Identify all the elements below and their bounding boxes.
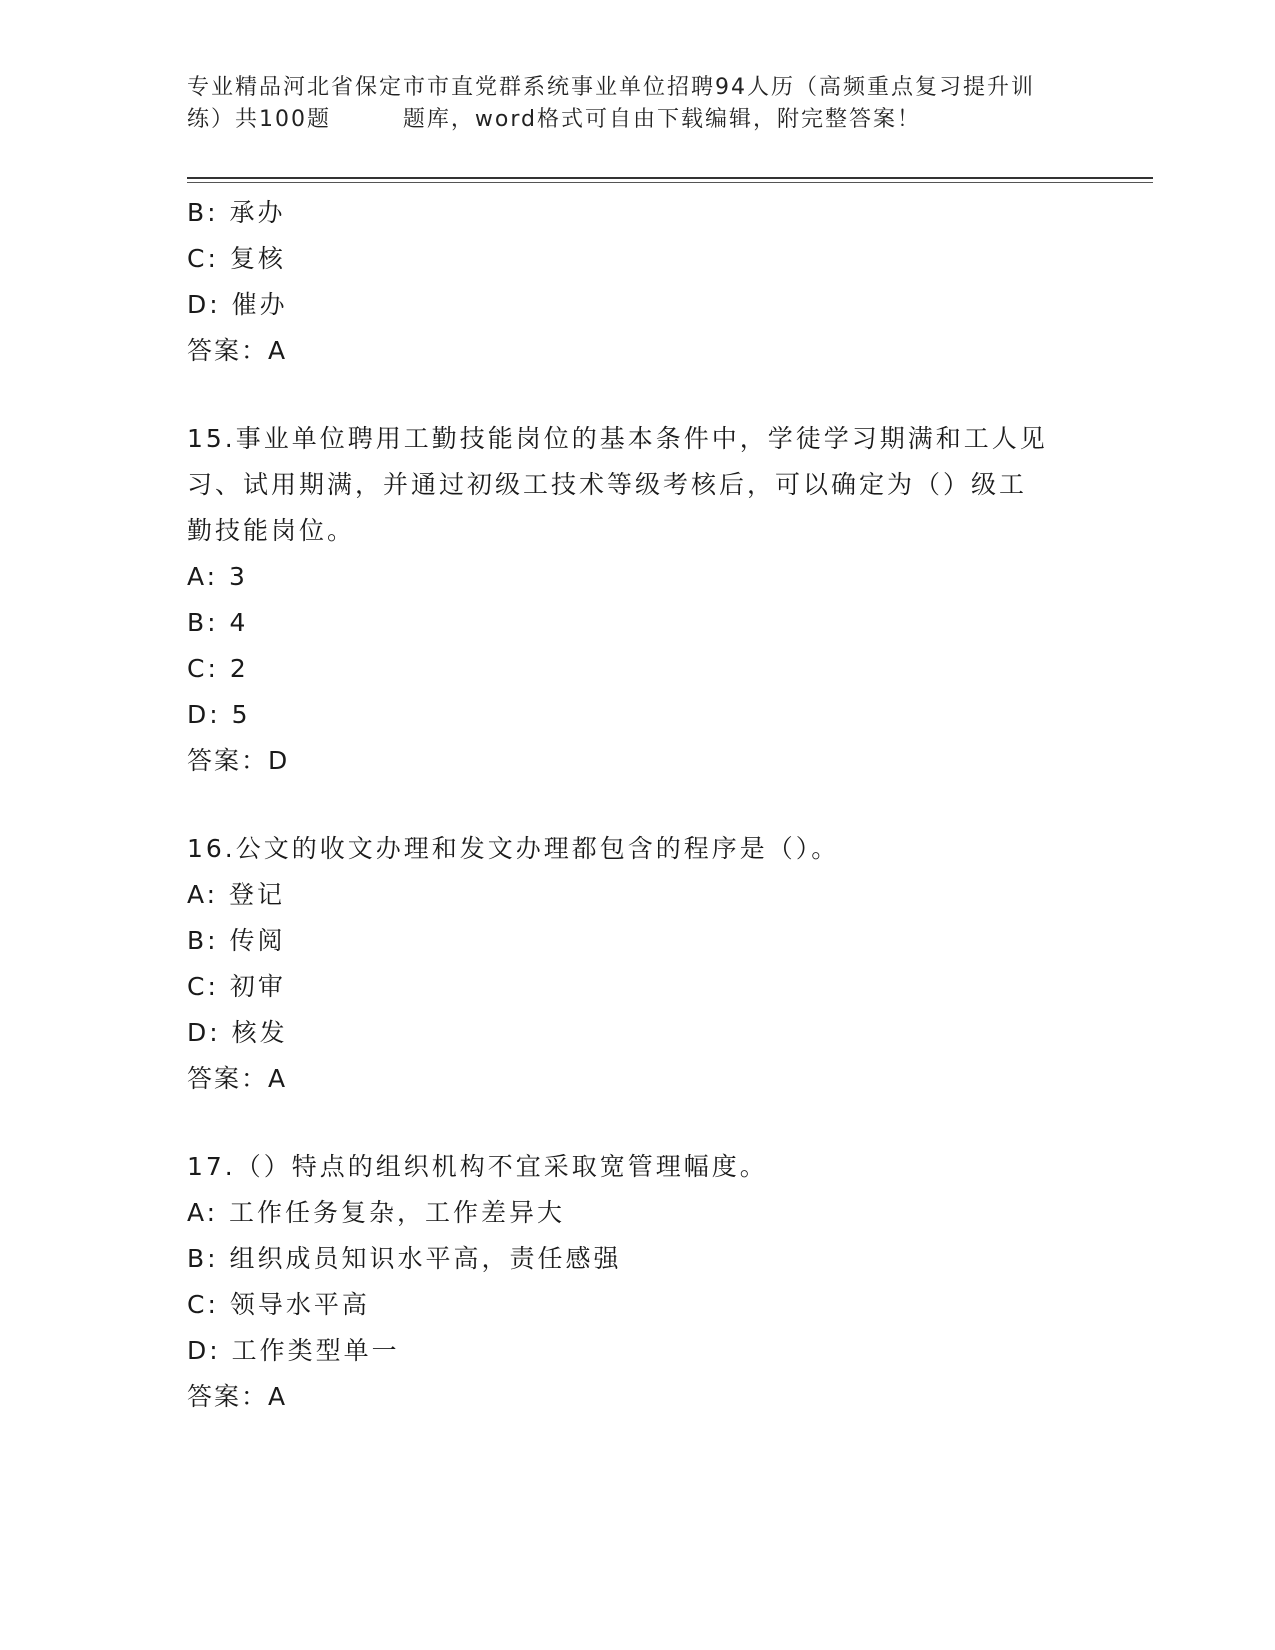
option-c: C: 复核	[187, 244, 286, 273]
question-15	[187, 416, 1087, 784]
answer: 答案：D	[187, 746, 290, 775]
header-line-2: 练）共100题 题库，word格式可自由下载编辑，附完整答案！	[187, 107, 922, 132]
header-line-1: 专业精品河北省保定市市直党群系统事业单位招聘94人历（高频重点复习提升训	[187, 75, 1035, 100]
header-rule-thin	[187, 182, 1153, 183]
option-c: C: 初审	[187, 972, 286, 1001]
header-rule-thick	[187, 177, 1153, 179]
document-header	[187, 72, 1087, 136]
answer: 答案：A	[187, 1382, 288, 1411]
option-a: A: 工作任务复杂，工作差异大	[187, 1198, 566, 1227]
option-b: B: 4	[187, 608, 249, 637]
prev-question-tail	[187, 190, 1087, 374]
option-a: A: 登记	[187, 880, 286, 909]
option-a: A: 3	[187, 562, 248, 591]
question-text: 16.公文的收文办理和发文办理都包含的程序是（）。	[187, 834, 840, 863]
option-d: D: 5	[187, 700, 251, 729]
option-d: D: 催办	[187, 290, 288, 319]
option-c: C: 2	[187, 654, 249, 683]
question-text: 15.事业单位聘用工勤技能岗位的基本条件中，学徒学习期满和工人见	[187, 424, 1048, 453]
question-text: 勤技能岗位。	[187, 516, 356, 545]
question-17	[187, 1144, 1087, 1420]
option-b: B: 传阅	[187, 926, 286, 955]
answer: 答案：A	[187, 1064, 288, 1093]
answer: 答案：A	[187, 336, 288, 365]
option-b: B: 承办	[187, 198, 286, 227]
option-b: B: 组织成员知识水平高，责任感强	[187, 1244, 622, 1273]
option-c: C: 领导水平高	[187, 1290, 370, 1319]
document-body	[187, 190, 1087, 1420]
question-text: 17.（）特点的组织机构不宜采取宽管理幅度。	[187, 1152, 768, 1181]
option-d: D: 核发	[187, 1018, 288, 1047]
question-16	[187, 826, 1087, 1102]
question-text: 习、试用期满，并通过初级工技术等级考核后，可以确定为（）级工	[187, 470, 1028, 499]
option-d: D: 工作类型单一	[187, 1336, 400, 1365]
